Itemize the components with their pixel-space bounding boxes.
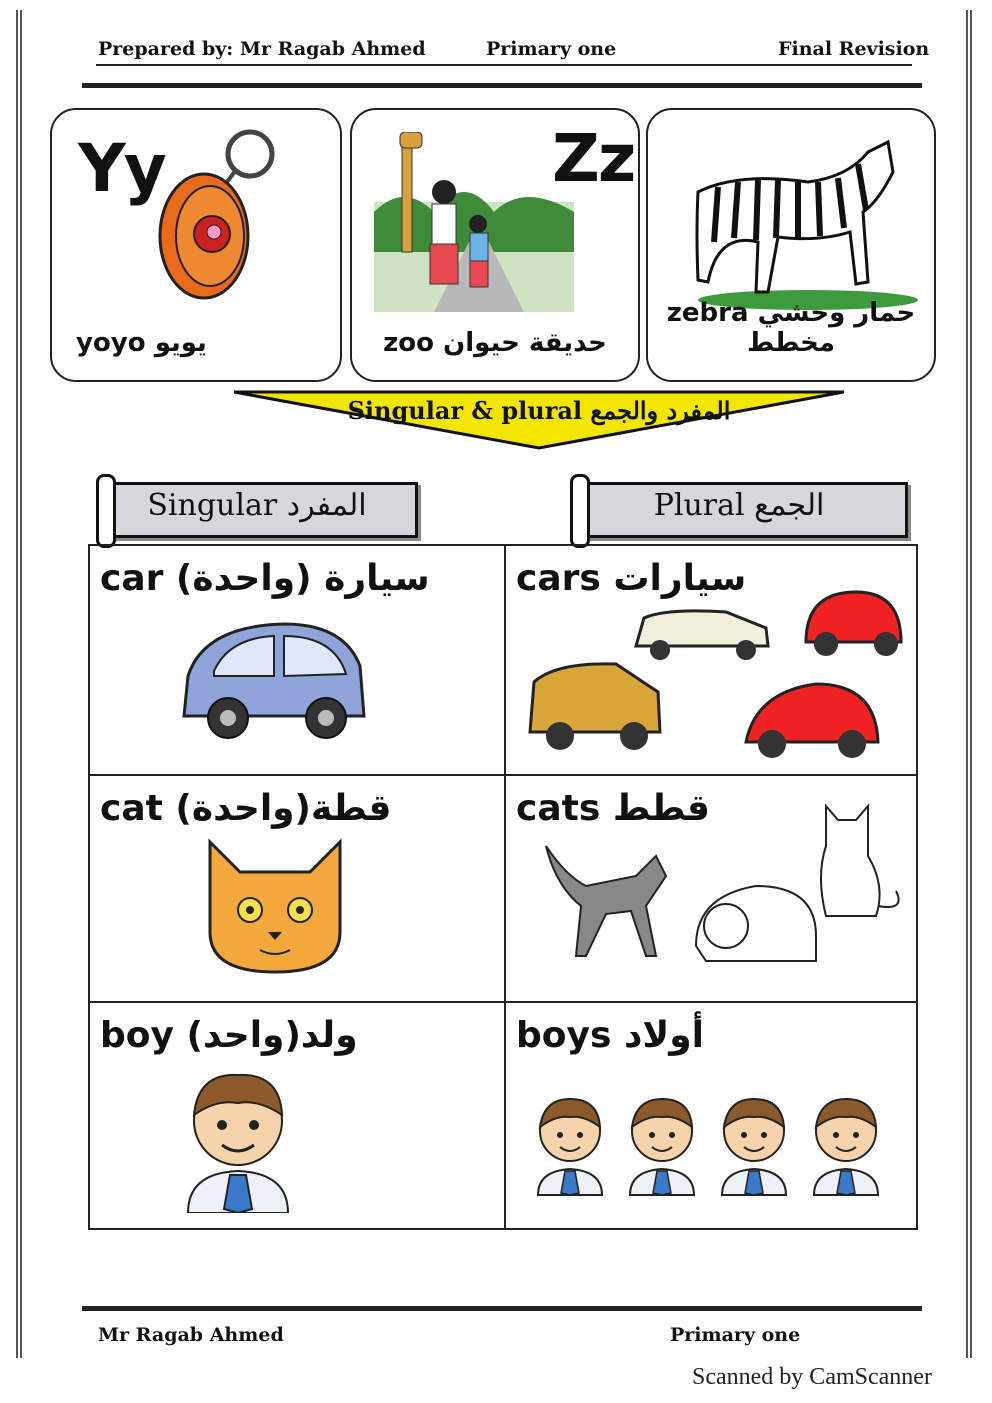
plural-header-label: Plural الجمع <box>653 488 825 523</box>
header-rule <box>96 64 912 66</box>
table-row-boy-singular <box>90 1003 504 1228</box>
header-divider <box>82 83 922 88</box>
word-cats: cats قطط <box>516 788 711 829</box>
table-row-boy-plural <box>506 1003 916 1228</box>
header-title: Final Revision <box>778 38 930 60</box>
banner-title: Singular & plural المفرد والجمع <box>347 396 731 425</box>
table-row-cat-singular <box>90 776 504 1001</box>
cat-icon <box>200 832 350 982</box>
singular-plural-table <box>88 544 918 1230</box>
letter-z: Zz <box>552 120 635 197</box>
scanner-watermark: Scanned by CamScanner <box>692 1364 932 1390</box>
cars-icon <box>526 572 906 762</box>
word-boys: boys أولاد <box>516 1015 704 1056</box>
car-icon <box>174 616 374 746</box>
footer-divider <box>82 1306 922 1311</box>
singular-header <box>96 474 418 538</box>
zebra-icon <box>678 132 918 312</box>
card-zebra <box>646 108 936 382</box>
header-level: Primary one <box>486 38 617 60</box>
card-caption-yoyo: yoyo يويو <box>76 328 207 358</box>
table-row-cat-plural <box>506 776 916 1001</box>
cats-icon <box>526 796 906 986</box>
card-caption-zebra: zebra حمار وحشي مخطط <box>666 298 916 358</box>
word-car: car (واحدة) سيارة <box>100 558 430 599</box>
letter-y: Yy <box>78 130 165 207</box>
card-zoo <box>350 108 640 382</box>
table-row-car-singular <box>90 546 504 774</box>
plural-header <box>570 474 908 538</box>
zoo-icon <box>374 132 574 322</box>
footer-name: Mr Ragab Ahmed <box>98 1324 284 1346</box>
table-row-car-plural <box>506 546 916 774</box>
boys-icon <box>526 1087 906 1197</box>
singular-header-label: Singular المفرد <box>147 488 367 523</box>
word-boy: boy (واحد)ولد <box>100 1015 358 1056</box>
word-cars: cars سيارات <box>516 558 747 599</box>
footer-level: Primary one <box>670 1324 801 1346</box>
card-caption-zoo: zoo حديقة حيوان <box>383 328 607 358</box>
boy-icon <box>168 1063 308 1213</box>
card-yoyo <box>50 108 342 382</box>
yoyo-icon <box>132 124 322 304</box>
word-cat: cat (واحدة)قطة <box>100 788 392 829</box>
prepared-by: Prepared by: Mr Ragab Ahmed <box>98 38 426 60</box>
